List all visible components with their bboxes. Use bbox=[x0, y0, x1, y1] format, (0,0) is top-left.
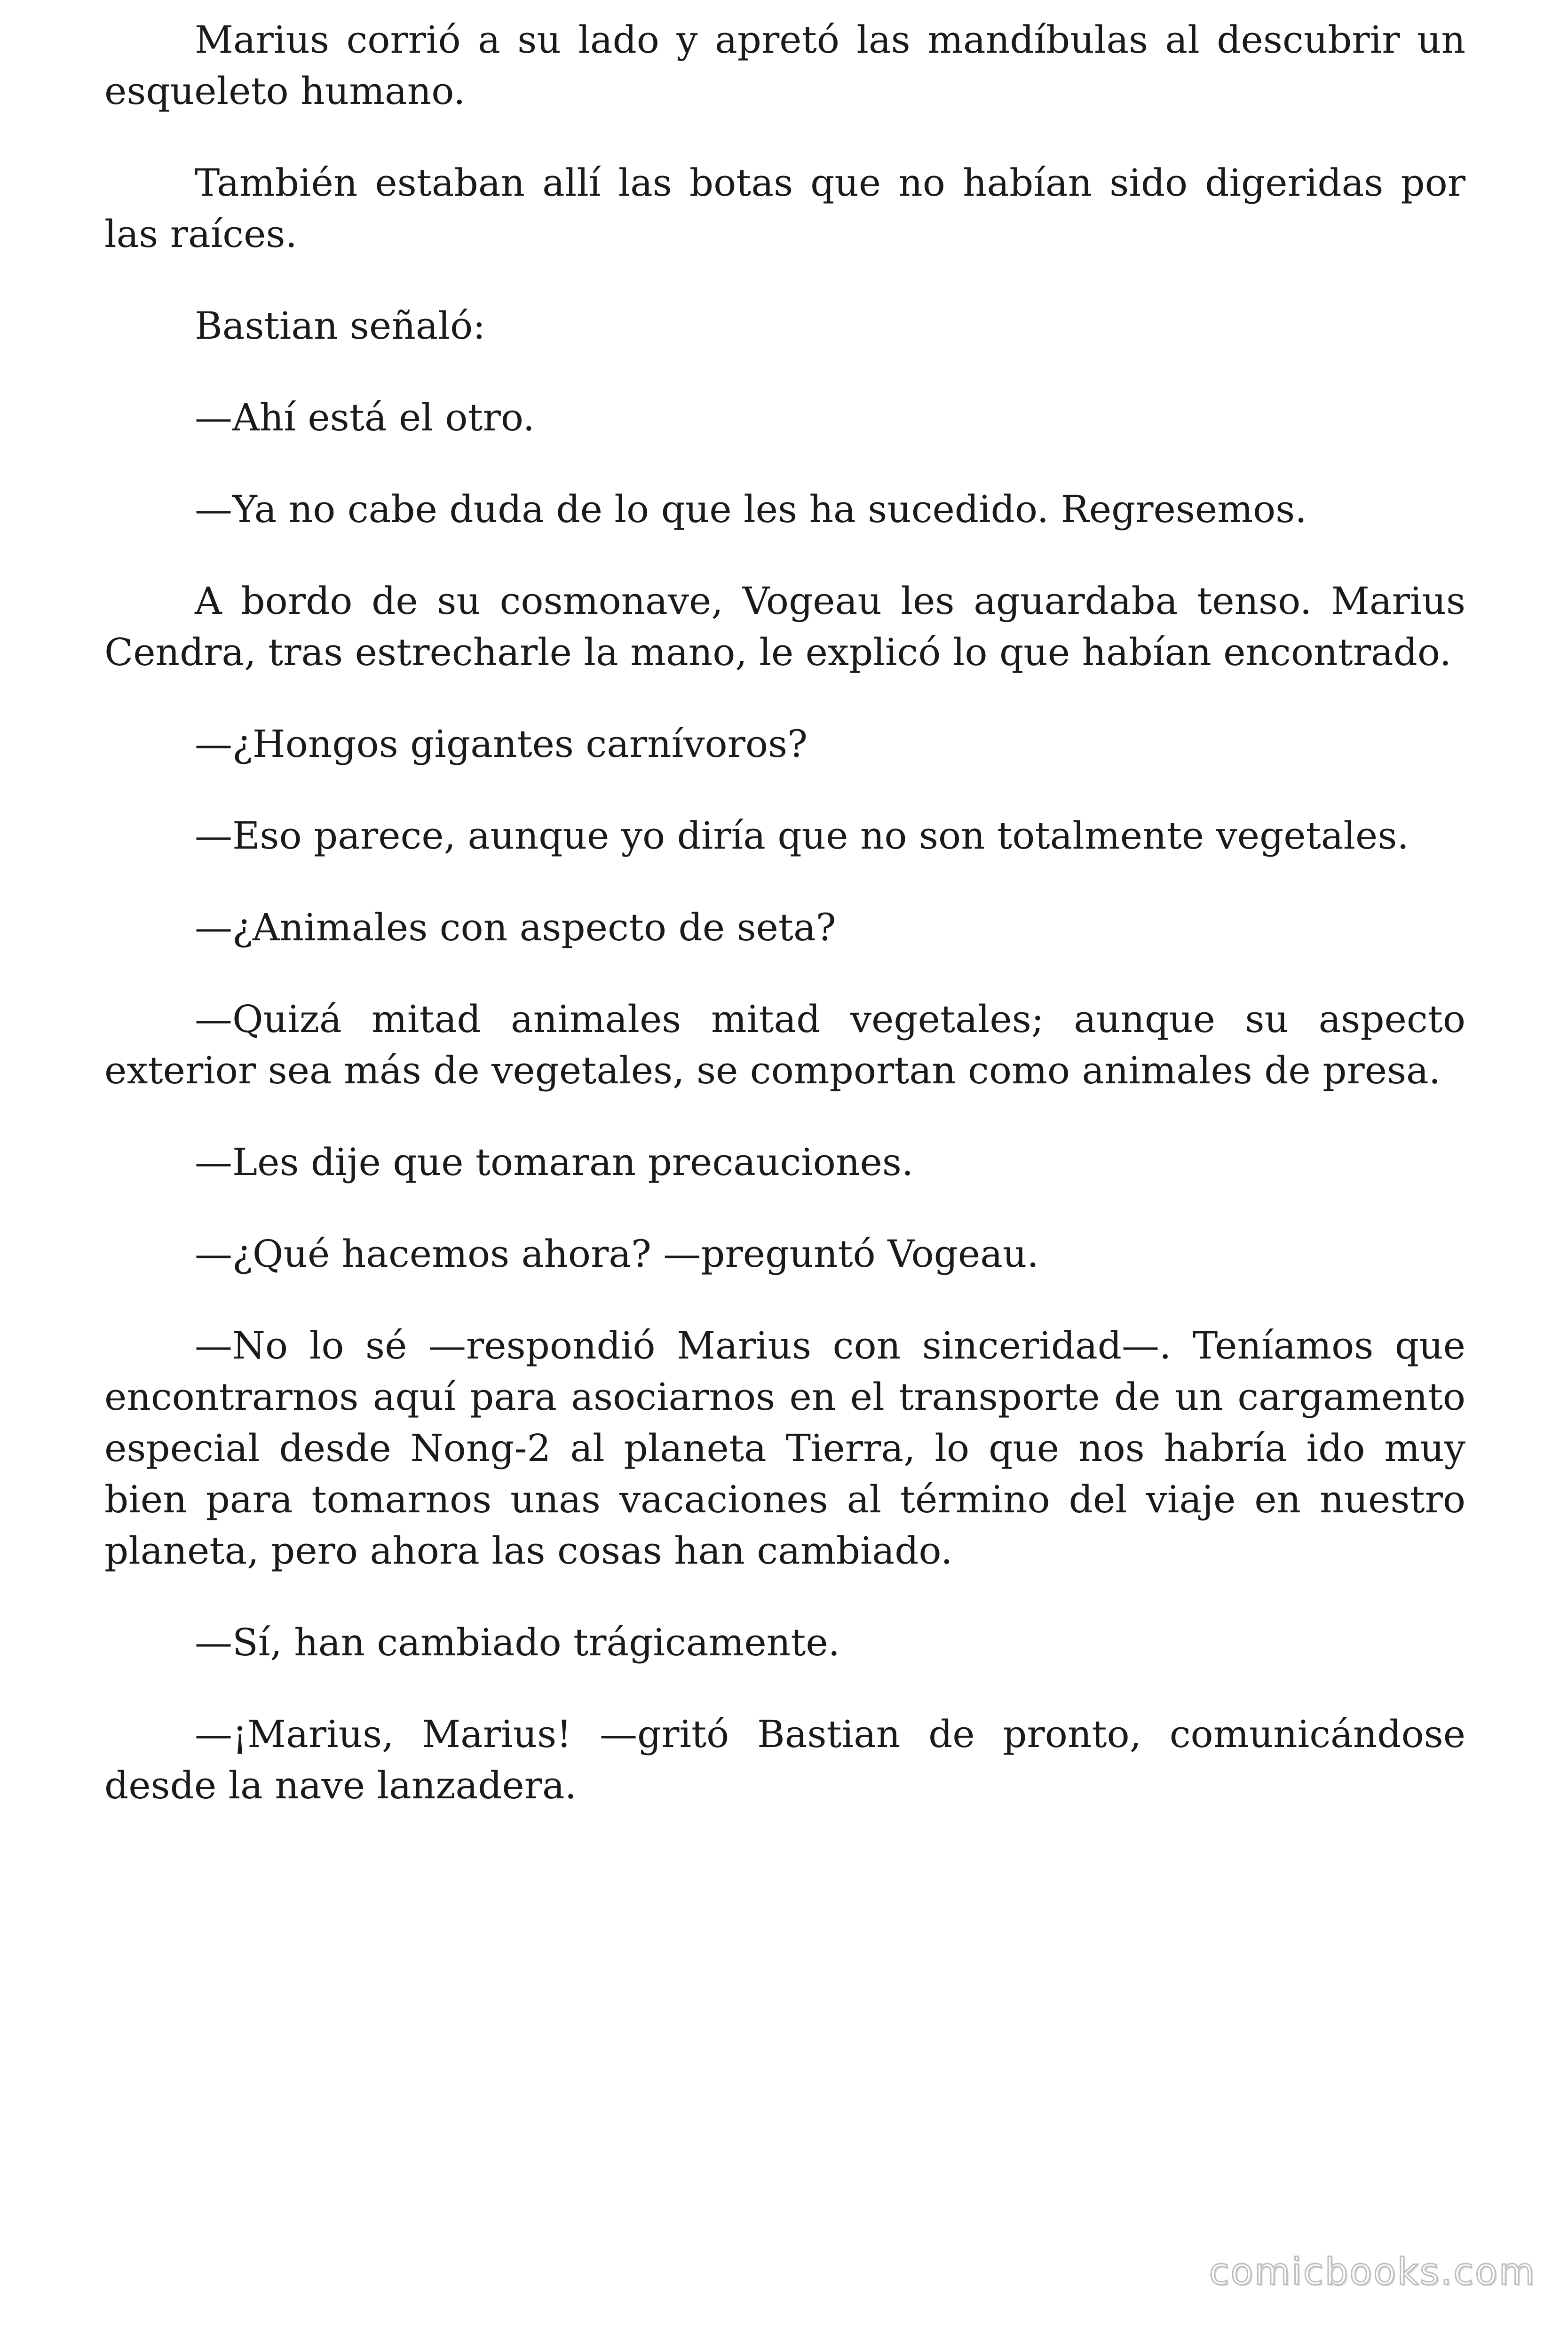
paragraph-5: —Ya no cabe duda de lo que les ha sucedido. Regresemos. bbox=[195, 487, 1307, 531]
paragraph-10: —Quizá mitad animales mitad vegetales; aunque su aspecto exterior sea más de vegetales, se comportan como animales de presa. bbox=[104, 997, 1465, 1092]
page-text bbox=[104, 14, 1465, 1851]
paragraph-3: Bastian señaló: bbox=[195, 304, 486, 348]
paragraph-1: Marius corrió a su lado y apretó las mandíbulas al descubrir un esqueleto humano. bbox=[104, 18, 1465, 113]
paragraph-9: —¿Animales con aspecto de seta? bbox=[195, 906, 836, 949]
paragraph-4: —Ahí está el otro. bbox=[195, 396, 535, 439]
paragraph-12: —¿Qué hacemos ahora? —preguntó Vogeau. bbox=[195, 1232, 1039, 1276]
paragraph-8: —Eso parece, aunque yo diría que no son totalmente vegetales. bbox=[195, 814, 1409, 858]
paragraph-13: —No lo sé —respondió Marius con sinceridad—. Teníamos que encontrarnos aquí para asociarnos en el transporte de un cargamento especial desde Nong-2 al planeta Tierra, lo que nos habría ido muy bien para tomarnos unas vacaciones al término del viaje en nuestro planeta, pero ahora las cosas han cambiado. bbox=[104, 1324, 1465, 1573]
paragraph-7: —¿Hongos gigantes carnívoros? bbox=[195, 722, 808, 766]
paragraph-11: —Les dije que tomaran precauciones. bbox=[195, 1140, 914, 1184]
paragraph-2: También estaban allí las botas que no habían sido digeridas por las raíces. bbox=[104, 161, 1465, 256]
watermark-logo: comicbooks.com bbox=[1209, 2251, 1536, 2293]
paragraph-6: A bordo de su cosmonave, Vogeau les aguardaba tenso. Marius Cendra, tras estrecharle la mano, le explicó lo que habían encontrado. bbox=[104, 579, 1465, 674]
paragraph-14: —Sí, han cambiado trágicamente. bbox=[195, 1621, 840, 1664]
paragraph-15: —¡Marius, Marius! —gritó Bastian de pronto, comunicándose desde la nave lanzadera. bbox=[104, 1712, 1465, 1807]
